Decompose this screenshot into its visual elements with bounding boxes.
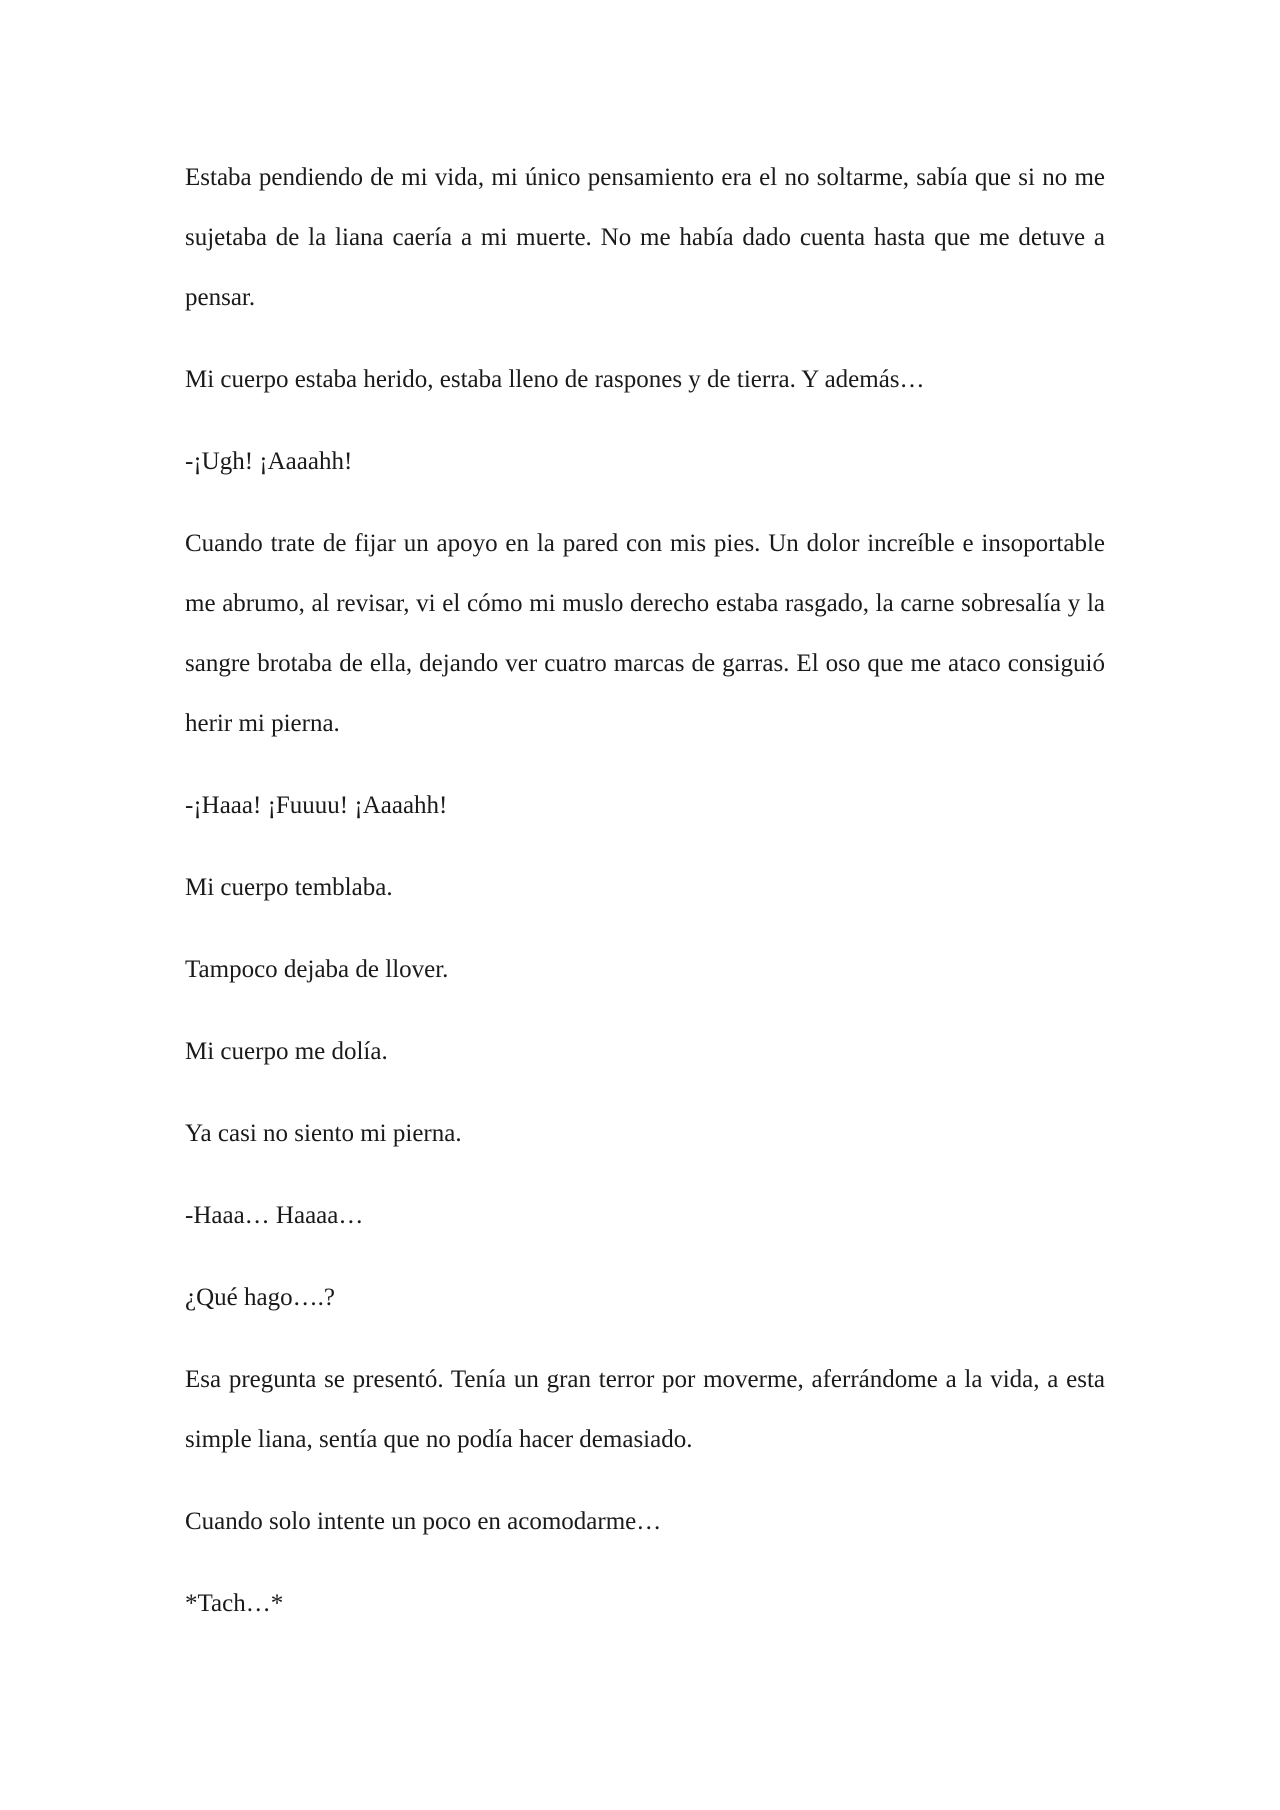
dialogue-line: -¡Ugh! ¡Aaaahh!	[185, 448, 353, 475]
paragraph: Mi cuerpo me dolía.	[185, 1038, 388, 1065]
paragraph: Ya casi no siento mi pierna.	[185, 1120, 462, 1147]
document-body	[185, 148, 1105, 1656]
paragraph: Cuando solo intente un poco en acomodarme…	[185, 1508, 662, 1535]
paragraph: Cuando trate de fijar un apoyo en la pared con mis pies. Un dolor increíble e insoportable me abrumo, al revisar, vi el cómo mi muslo derecho estaba rasgado, la carne sobresalía y la sangre brotaba de ella, dejando ver cuatro marcas de garras. El oso que me ataco consiguió herir mi pierna.	[185, 530, 1105, 737]
dialogue-line: -Haaa… Haaaa…	[185, 1202, 364, 1229]
paragraph: Tampoco dejaba de llover.	[185, 956, 449, 983]
paragraph: Mi cuerpo temblaba.	[185, 874, 393, 901]
sound-effect: *Tach…*	[185, 1590, 284, 1617]
paragraph: Estaba pendiendo de mi vida, mi único pensamiento era el no soltarme, sabía que si no me sujetaba de la liana caería a mi muerte. No me había dado cuenta hasta que me detuve a pensar.	[185, 164, 1105, 311]
dialogue-line: -¡Haaa! ¡Fuuuu! ¡Aaaahh!	[185, 792, 448, 819]
paragraph: Esa pregunta se presentó. Tenía un gran terror por moverme, aferrándome a la vida, a esta simple liana, sentía que no podía hacer demasiado.	[185, 1366, 1105, 1453]
paragraph: ¿Qué hago….?	[185, 1284, 335, 1311]
paragraph: Mi cuerpo estaba herido, estaba lleno de raspones y de tierra. Y además…	[185, 366, 925, 393]
